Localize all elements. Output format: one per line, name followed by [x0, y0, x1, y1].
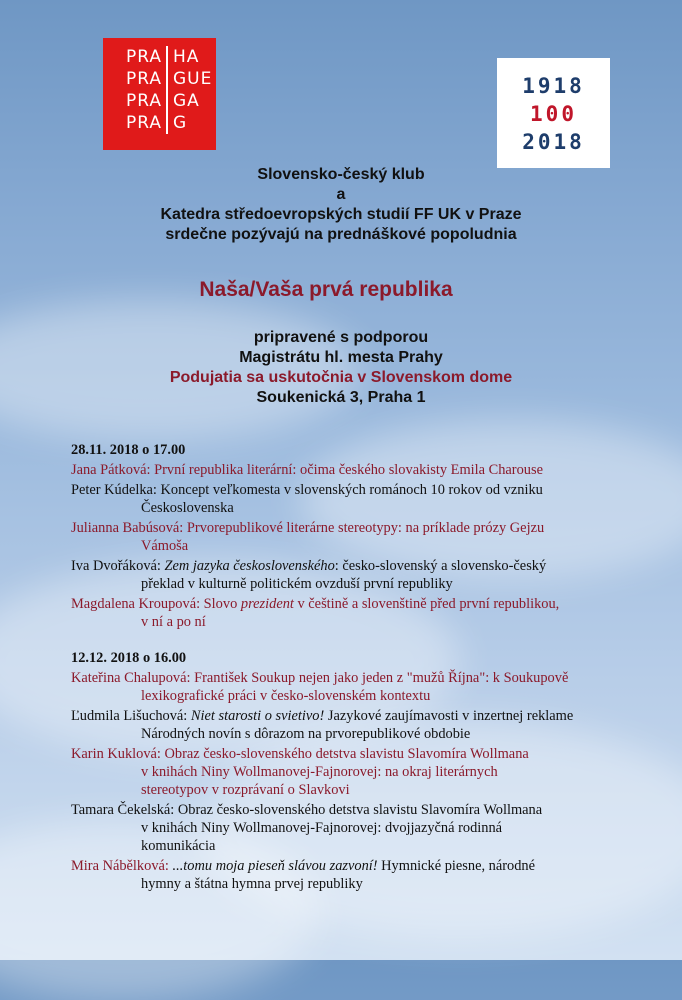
year-middle: 100 [530, 102, 577, 126]
program-entry: Karin Kuklová: Obraz česko-slovenského detstva slavistu Slavomíra Wollmana v knihách Niny Wollmanovej-Fajnorovej: na okraj literárnych stereotypov v rozprávaní o Slavkovi [71, 746, 529, 798]
session-date: 12.12. 2018 o 16.00 [71, 650, 187, 666]
program-entry: Jana Pátková: První republika literární: očima českého slovakisty Emila Charouse [71, 462, 543, 478]
anniversary-badge [497, 58, 610, 168]
support-info: pripravené s podporou Magistrátu hl. mesta Prahy Podujatia sa uskutočnia v Slovenskom dome Soukenická 3, Praha 1 [169, 329, 513, 406]
program-entry: Tamara Čekelská: Obraz česko-slovenského detstva slavistu Slavomíra Wollmana v knihách Niny Wollmanovej-Fajnorovej: dvojjazyčná rodinná komunikácia [71, 802, 543, 854]
year-start: 1918 [522, 74, 585, 98]
prague-logo: PRA HA PRA GUE PRA GA PRA G [103, 38, 216, 150]
year-end: 2018 [522, 130, 585, 154]
program-entry: Kateřina Chalupová: František Soukup nejen jako jeden z "mužů Října": k Soukupově lexikografické práci v česko-slovenském kontextu [71, 670, 569, 704]
program-entry: Magdalena Kroupová: Slovo prezident v češtině a slovenštině před první republikou, v ní a po ní [71, 596, 560, 630]
program-entry: Ľudmila Lišuchová: Niet starosti o svietivo! Jazykové zaujímavosti v inzertnej reklame Národných novín s dôrazom na prvorepublikové obdobie [71, 708, 574, 742]
invitation-header: Slovensko-český klub a Katedra středoevropských studií FF UK v Praze srdečne pozývajú na prednáškové popoludnia [160, 166, 522, 243]
program-entry: Iva Dvořáková: Zem jazyka československého: česko-slovenský a slovensko-český překlad v kulturně politickém ovzduší první republiky [71, 558, 547, 592]
event-title: Naša/Vaša prvá republika [199, 278, 453, 301]
program-entry: Julianna Babúsová: Prvorepublikové literárne stereotypy: na príklade prózy Gejzu Vámoša [71, 520, 545, 554]
program-entry: Peter Kúdelka: Koncept veľkomesta v slovenských románoch 10 rokov od vzniku Československa [71, 482, 543, 516]
program [71, 441, 626, 895]
session-date: 28.11. 2018 o 17.00 [71, 442, 186, 458]
program-entry: Mira Nábělková: ...tomu moja pieseň slávou zazvoní! Hymnické piesne, národné hymny a štátna hymna prvej republiky [71, 858, 536, 892]
